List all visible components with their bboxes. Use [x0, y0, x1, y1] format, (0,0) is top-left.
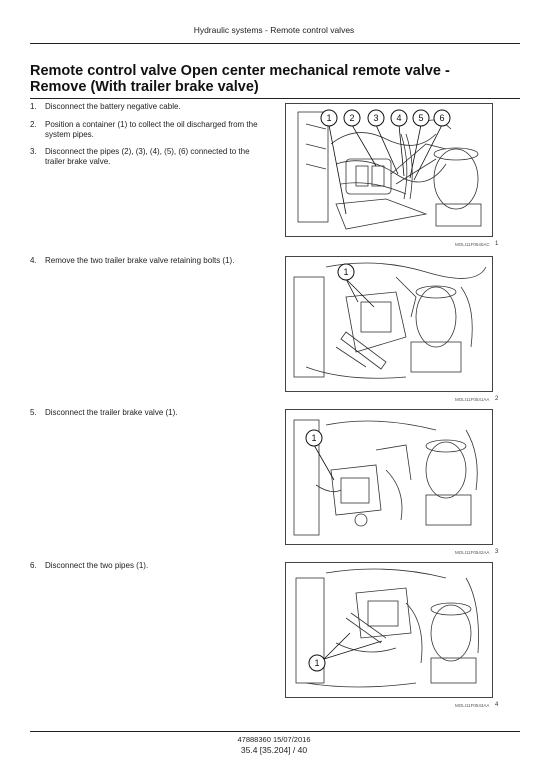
- step-6: [30, 561, 270, 571]
- step-number: 3.: [30, 147, 37, 156]
- step-number: 1.: [30, 102, 37, 111]
- figure-2-number: 2: [495, 396, 499, 402]
- step-number: 4.: [30, 256, 37, 265]
- figure-4-number: 4: [495, 702, 499, 708]
- step-2: [30, 120, 270, 140]
- figure-1-code: MOLI11F0540AC: [455, 242, 490, 247]
- figure-2-drawing: [286, 257, 492, 391]
- callout-label: 1: [314, 658, 320, 668]
- step-1: [30, 102, 270, 112]
- figure-1-number: 1: [495, 241, 499, 247]
- callout-label: 2: [349, 113, 355, 123]
- callout-label: 4: [396, 113, 402, 123]
- step-text: Disconnect the pipes (2), (3), (4), (5), (6) connected to the trailer brake valve.: [45, 147, 250, 166]
- figure-1-drawing: [286, 104, 492, 236]
- footer-rule: [30, 731, 520, 732]
- step-text: Disconnect the trailer brake valve (1).: [45, 408, 178, 417]
- step-number: 2.: [30, 120, 37, 129]
- footer-doc-code: 47888360 15/07/2016: [237, 735, 311, 744]
- step-5: [30, 408, 270, 418]
- figure-3-code: MOLI11F0542AA: [455, 550, 490, 555]
- step-3: [30, 147, 270, 167]
- figure-1-illustration: [285, 103, 493, 237]
- figure-3-illustration: [285, 409, 493, 545]
- step-number: 6.: [30, 561, 37, 570]
- title-rule: [30, 98, 520, 99]
- callout-label: 1: [326, 113, 332, 123]
- callout-label: 3: [373, 113, 379, 123]
- step-text: Position a container (1) to collect the oil discharged from the system pipes.: [45, 120, 258, 139]
- callout-label: 1: [343, 267, 349, 277]
- callout-label: 5: [418, 113, 424, 123]
- section-title-line2: Remove (With trailer brake valve): [30, 79, 259, 95]
- step-text: Disconnect the battery negative cable.: [45, 102, 181, 111]
- step-number: 5.: [30, 408, 37, 417]
- figure-4-illustration: [285, 562, 493, 698]
- figure-4-drawing: [286, 563, 492, 697]
- step-4: [30, 256, 270, 266]
- step-text: Disconnect the two pipes (1).: [45, 561, 149, 570]
- callout-label: 6: [439, 113, 445, 123]
- figure-3-number: 3: [495, 549, 499, 555]
- figure-2-code: MOLI11F0541AA: [455, 397, 490, 402]
- callout-label: 1: [311, 433, 317, 443]
- figure-4-code: MOLI11F0543AA: [455, 703, 490, 708]
- section-title: [30, 63, 500, 95]
- running-header: Hydraulic systems - Remote control valves: [193, 25, 355, 35]
- header-rule: [30, 43, 520, 44]
- figure-2-illustration: [285, 256, 493, 392]
- section-title-line1: Remote control valve Open center mechanical remote valve -: [30, 63, 450, 79]
- figure-3-drawing: [286, 410, 492, 544]
- footer-page-number: 35.4 [35.204] / 40: [240, 745, 308, 755]
- step-text: Remove the two trailer brake valve retaining bolts (1).: [45, 256, 235, 265]
